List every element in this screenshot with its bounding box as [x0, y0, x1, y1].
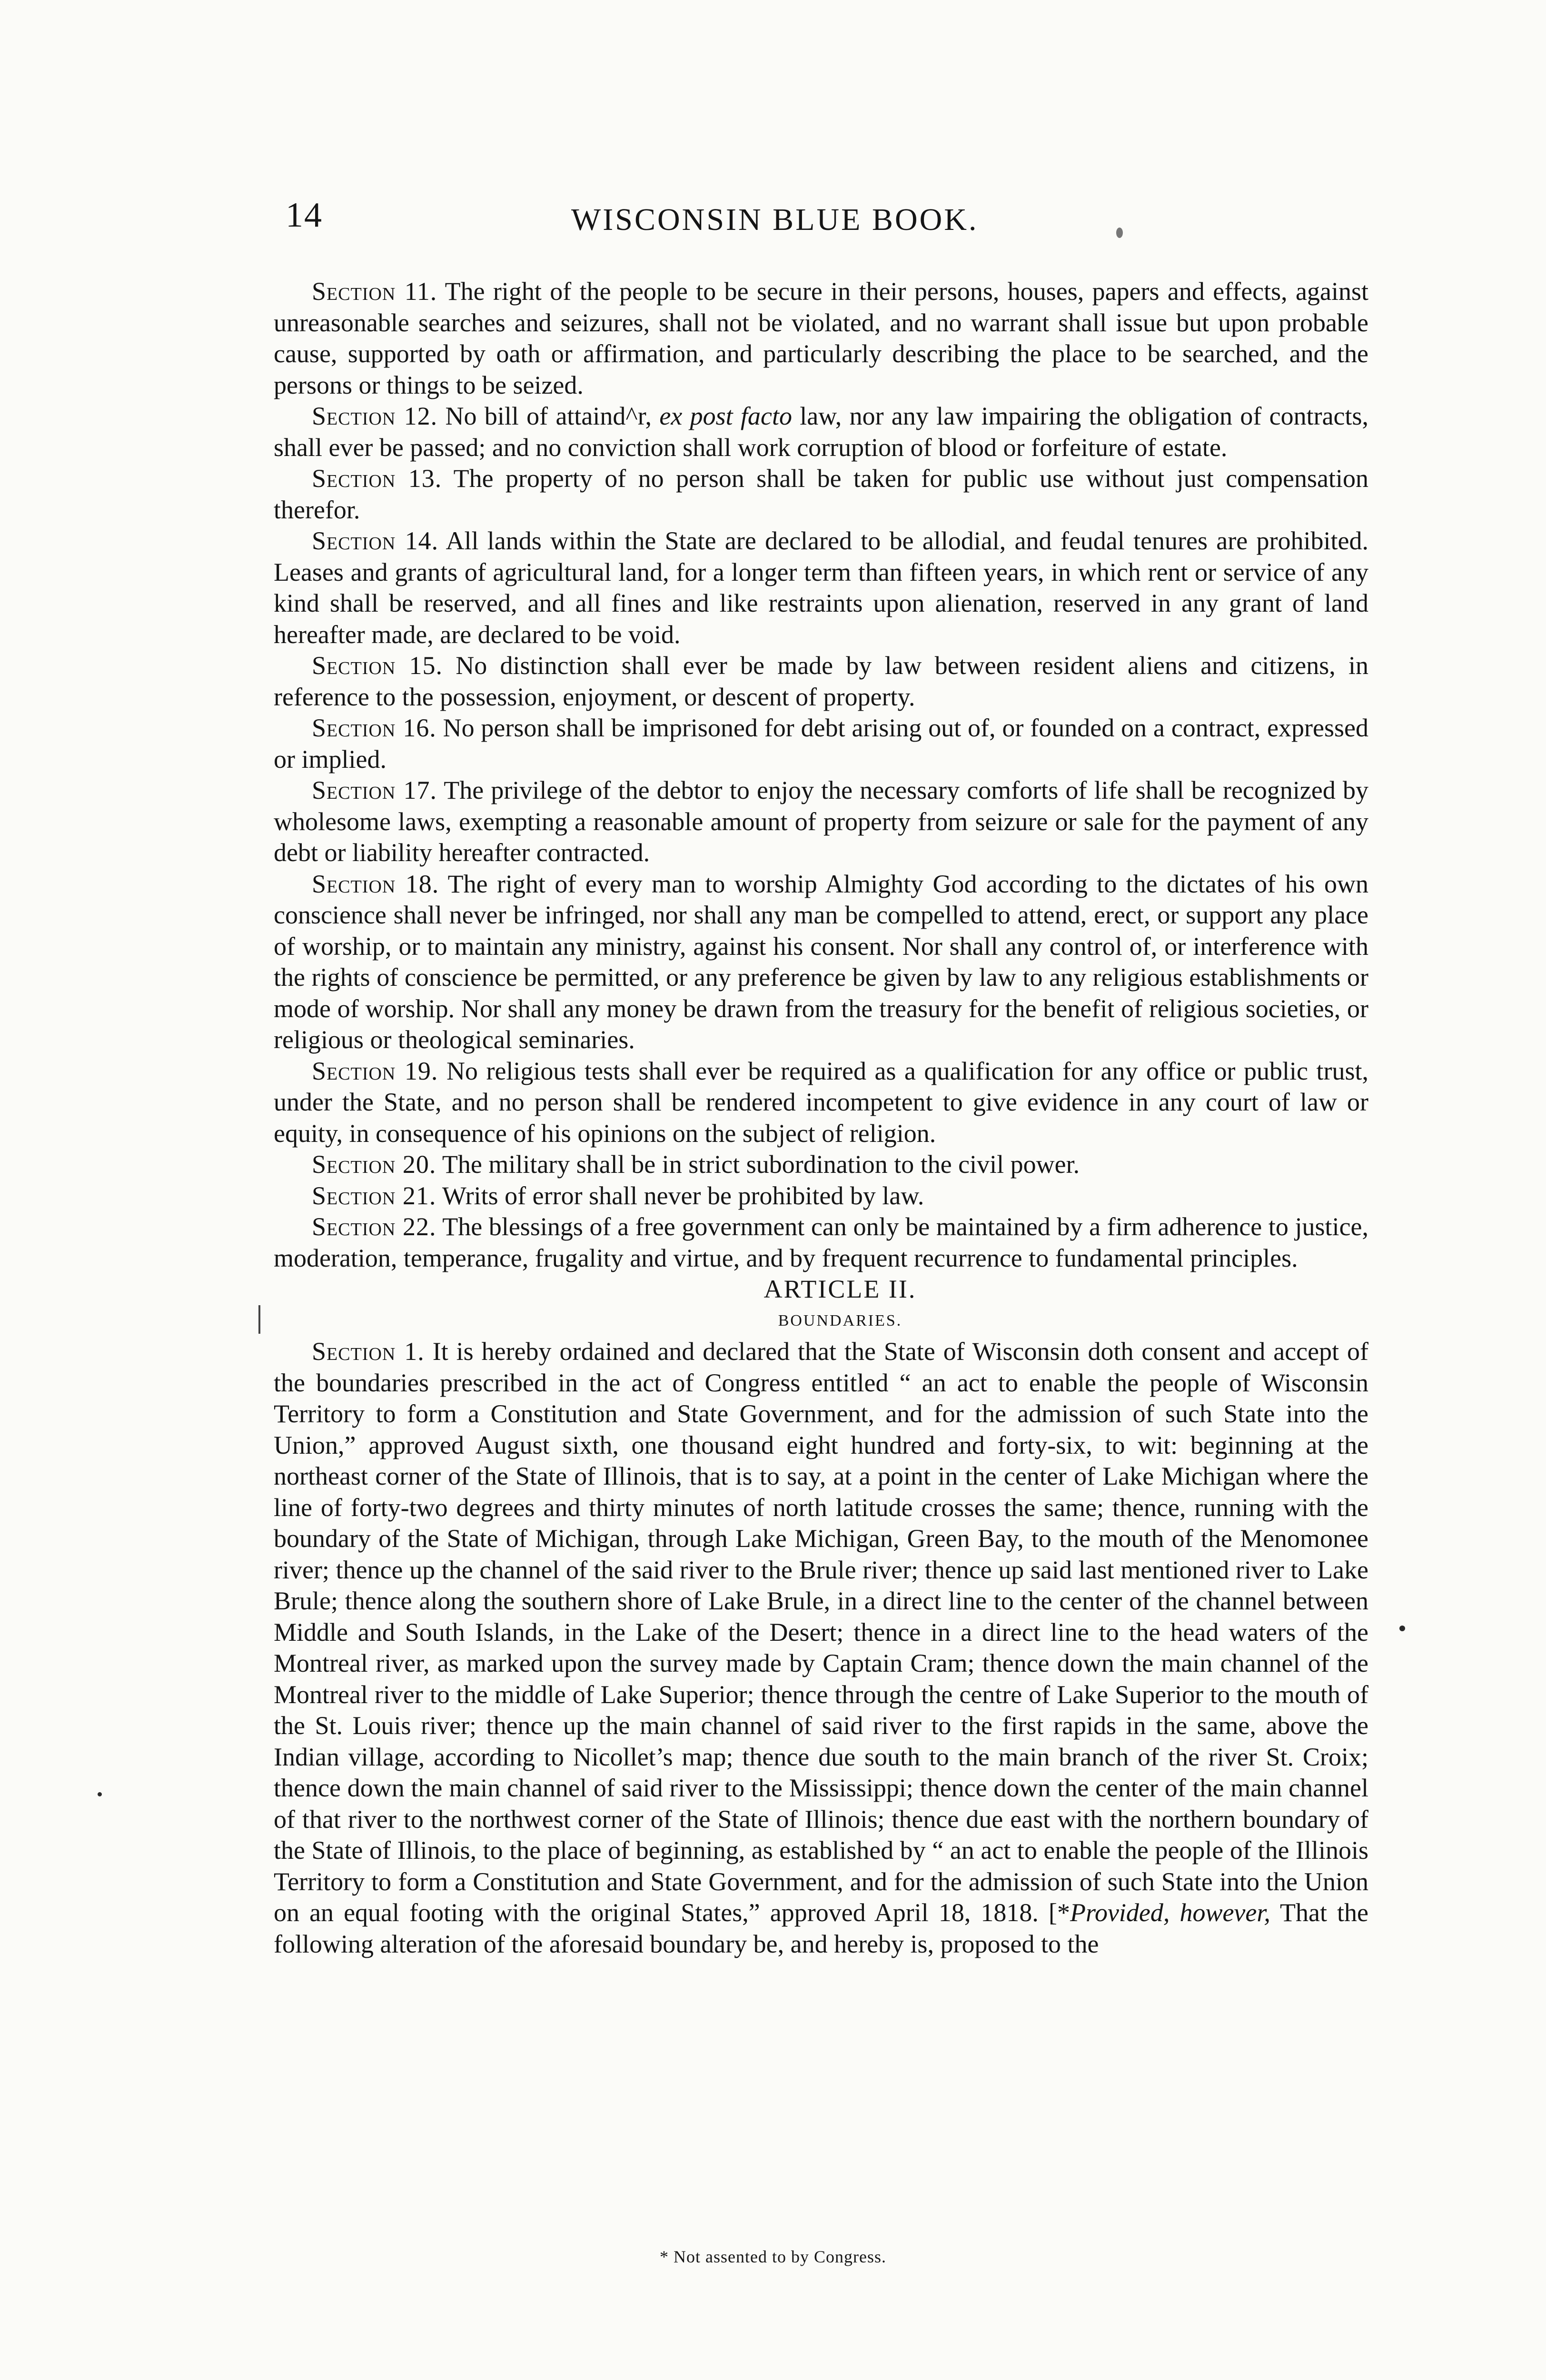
- speck-mark: [1116, 228, 1123, 238]
- section-label: Section 1.: [312, 1337, 425, 1366]
- margin-mark: [258, 1305, 260, 1334]
- italic-term: ex post facto: [659, 402, 792, 430]
- section-21: [274, 1180, 1368, 1212]
- section-label: Section 12.: [312, 402, 438, 430]
- section-text: Writs of error shall never be prohibited by law.: [442, 1181, 924, 1210]
- section-label: Section 16.: [312, 714, 436, 742]
- speck-mark: [1399, 1626, 1405, 1631]
- article-subheading: BOUNDARIES.: [778, 1311, 902, 1329]
- section-15: [274, 650, 1368, 713]
- page-header: [267, 195, 1399, 243]
- footnote: * Not assented to by Congress.: [660, 2247, 886, 2266]
- section-22: [274, 1211, 1368, 1274]
- section-label: Section 19.: [312, 1056, 438, 1085]
- section-text: The right of the people to be secure in their persons, houses, papers and effects, against unreasonable searches and seizures, shall not be violated, and no warrant shall issue but upon probable cause, supported by oath or affirmation, and particularly describing the place to be searched, and the persons or things to be seized.: [274, 277, 1368, 399]
- section-text: The privilege of the debtor to enjoy the necessary comforts of life shall be recognized by wholesome laws, exempting a reasonable amount of property from seizure or sale for the payment of any debt or liability hereafter contracted.: [274, 776, 1369, 867]
- speck-mark: [98, 1792, 102, 1796]
- section-18: [274, 869, 1368, 1056]
- section-label: Section 11.: [312, 277, 437, 306]
- article-heading: ARTICLE II.: [763, 1275, 917, 1303]
- section-19: [274, 1056, 1368, 1150]
- section-17: [274, 775, 1368, 869]
- italic-term: Provided, however,: [1070, 1898, 1270, 1927]
- article2-section-1: [274, 1336, 1368, 1960]
- section-label: Section 15.: [312, 651, 443, 680]
- section-16: [274, 713, 1368, 775]
- section-20: [274, 1149, 1368, 1180]
- section-label: Section 17.: [312, 776, 437, 804]
- section-11: [274, 276, 1368, 401]
- section-text: No religious tests shall ever be required as a qualification for any office or public trust, under the State, and no person shall be rendered incompetent to give evidence in any court of law or equity, in consequence of his opinions on the subject of religion.: [274, 1056, 1369, 1148]
- section-label: Section 18.: [312, 869, 439, 898]
- section-text: That the following alteration of the aforesaid boundary be, and hereby is, proposed to the: [274, 1898, 1368, 1958]
- section-12: [274, 401, 1368, 463]
- section-text: The blessings of a free government can only be maintained by a firm adherence to justice, moderation, temperance, frugality and virtue, and by frequent recurrence to fundamental principles.: [274, 1212, 1369, 1272]
- section-14: [274, 526, 1368, 650]
- section-text: No person shall be imprisoned for debt arising out of, or founded on a contract, expressed or implied.: [274, 714, 1369, 774]
- section-text: No bill of attaind^r,: [445, 402, 652, 430]
- section-text: It is hereby ordained and declared that the State of Wisconsin doth consent and accept of the boundaries prescribed in the act of Congress entitled “ an act to enable the people of Wisconsin Territory to form a Constitution and State Government, and for the admission of such State into the Union,” approved August sixth, one thousand eight hundred and forty-six, to wit: beginning at the northeast corner of the State of Illinois, that is to say, at a point in the center of Lake Michigan where the line of forty-two degrees and thirty minutes of north latitude crosses the same; thence, running with the boundary of the State of Michigan, through Lake Michigan, Green Bay, to the mouth of the Menomonee river; thence up the channel of the said river to the Brule river; thence up said last mentioned river to Lake Brule; thence along the southern shore of Lake Brule, in a direct line to the center of the channel between Middle and South Islands, in the Lake of the Desert; thence in a direct line to the head waters of the Montreal river, as marked upon the survey made by Captain Cram; thence down the main channel of the Montreal river to the middle of Lake Superior; thence through the centre of Lake Superior to the mouth of the St. Louis river; thence up the main channel of said river to the first rapids in the same, above the Indian village, according to Nicollet’s map; thence due south to the main branch of the river St. Croix; thence down the main channel of said river to the Mississippi; thence down the center of the main channel of that river to the northwest corner of the State of Illinois; thence due east with the northern boundary of the State of Illinois, to the place of beginning, as established by “ an act to enable the people of the Illinois Territory to form a Constitution and State Government, and for the admission of such State into the Union on an equal footing with the original States,” approved April 18, 1818. [*: [274, 1337, 1369, 1927]
- section-text: The military shall be in strict subordination to the civil power.: [442, 1150, 1080, 1179]
- section-text: The property of no person shall be taken for public use without just compensation therefor.: [274, 464, 1369, 524]
- section-label: Section 21.: [312, 1181, 436, 1210]
- running-head: WISCONSIN BLUE BOOK.: [571, 202, 979, 237]
- section-label: Section 22.: [312, 1212, 436, 1241]
- section-text: The right of every man to worship Almighty God according to the dictates of his own conscience shall never be infringed, nor shall any man be compelled to attend, erect, or support any place of worship, or to maintain any ministry, against his consent. Nor shall any control of, or interference with the rights of conscience be permitted, or any preference be given by law to any religious establishments or mode of worship. Nor shall any money be drawn from the treasury for the benefit of religious societies, or religious or theological seminaries.: [274, 869, 1369, 1054]
- section-text: All lands within the State are declared to be allodial, and feudal tenures are prohibited. Leases and grants of agricultural land, for a longer term than fifteen years, in which rent or service of any kind shall be reserved, and all fines and like restraints upon alienation, reserved in any grant of land hereafter made, are declared to be void.: [274, 526, 1368, 649]
- body-text: [274, 276, 1368, 1960]
- section-text: law, nor any law impairing the obligation of contracts, shall ever be passed; and no conviction shall work corruption of blood or forfeiture of estate.: [274, 402, 1369, 462]
- page-number: 14: [286, 196, 323, 235]
- section-label: Section 20.: [312, 1150, 436, 1179]
- section-label: Section 14.: [312, 526, 439, 555]
- section-label: Section 13.: [312, 464, 442, 493]
- section-13: [274, 463, 1368, 526]
- section-text: No distinction shall ever be made by law between resident aliens and citizens, in reference to the possession, enjoyment, or descent of property.: [274, 651, 1368, 711]
